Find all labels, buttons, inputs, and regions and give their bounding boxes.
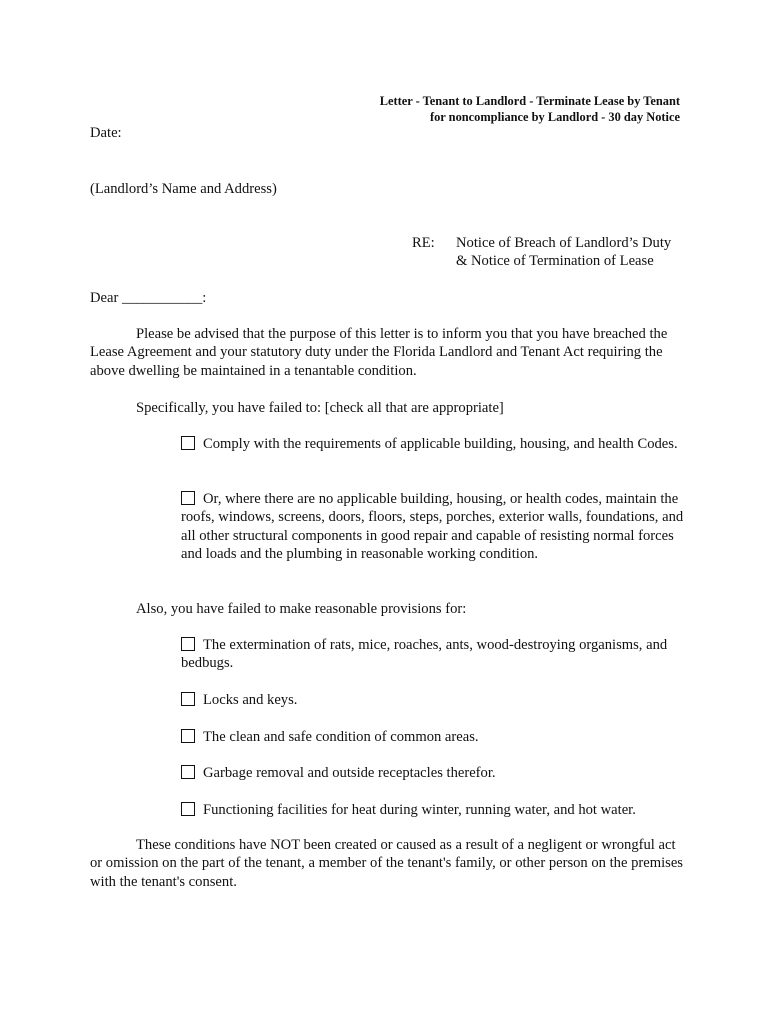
checkbox[interactable] xyxy=(181,491,195,505)
failure-item-label: Comply with the requirements of applicable building, housing, and health Codes. xyxy=(203,436,678,452)
provision-item-facilities xyxy=(181,801,686,819)
checkbox[interactable] xyxy=(181,729,195,743)
provision-item-label: Functioning facilities for heat during winter, running water, and hot water. xyxy=(203,802,636,818)
specifically-line: Specifically, you have failed to: [check all that are appropriate] xyxy=(136,400,504,416)
salutation: Dear ___________: xyxy=(90,290,207,306)
checkbox[interactable] xyxy=(181,637,195,651)
paragraph-breach: Please be advised that the purpose of this letter is to inform you that you have breached the Lease Agreement and your statutory duty under the Florida Landlord and Tenant Act requiring the above dwelling be maintained in a tenantable condition. xyxy=(90,326,668,379)
provision-item-garbage xyxy=(181,764,686,782)
failure-item-structural xyxy=(181,490,686,564)
provision-item-label: The clean and safe condition of common areas. xyxy=(203,729,479,745)
checkbox[interactable] xyxy=(181,802,195,816)
provision-item-extermination xyxy=(181,636,686,673)
paragraph-conditions: These conditions have NOT been created or caused as a result of a negligent or wrongful act or omission on the part of the tenant, a member of the tenant's family, or other person on the premises with the tenant's consent. xyxy=(90,837,683,890)
failure-item-codes xyxy=(181,435,686,453)
provision-item-locks xyxy=(181,691,686,709)
checkbox[interactable] xyxy=(181,436,195,450)
failure-item-label: Or, where there are no applicable building, housing, or health codes, maintain the roofs, windows, screens, doors, floors, steps, porches, exterior walls, foundations, and all other structural components in good repair and capable of resisting normal forces and loads and the plumbing in reasonable working condition. xyxy=(181,491,684,563)
provision-item-label: The extermination of rats, mice, roaches, ants, wood-destroying organisms, and bedbugs. xyxy=(181,637,668,672)
re-subject xyxy=(456,234,671,271)
re-label: RE: xyxy=(412,235,435,251)
letter-header xyxy=(380,93,680,125)
checkbox[interactable] xyxy=(181,765,195,779)
date-label: Date: xyxy=(90,125,122,141)
provision-item-label: Garbage removal and outside receptacles therefor. xyxy=(203,765,496,781)
header-line-2: for noncompliance by Landlord - 30 day Notice xyxy=(429,110,680,124)
provision-item-label: Locks and keys. xyxy=(203,692,298,708)
header-line-1: Letter - Tenant to Landlord - Terminate Lease by Tenant xyxy=(379,94,680,108)
provision-item-common-areas xyxy=(181,728,686,746)
re-line-1: Notice of Breach of Landlord’s Duty xyxy=(456,235,672,251)
checkbox[interactable] xyxy=(181,692,195,706)
re-line-2: & Notice of Termination of Lease xyxy=(456,253,654,270)
also-line: Also, you have failed to make reasonable provisions for: xyxy=(136,601,467,617)
landlord-name-address: (Landlord’s Name and Address) xyxy=(90,181,277,197)
